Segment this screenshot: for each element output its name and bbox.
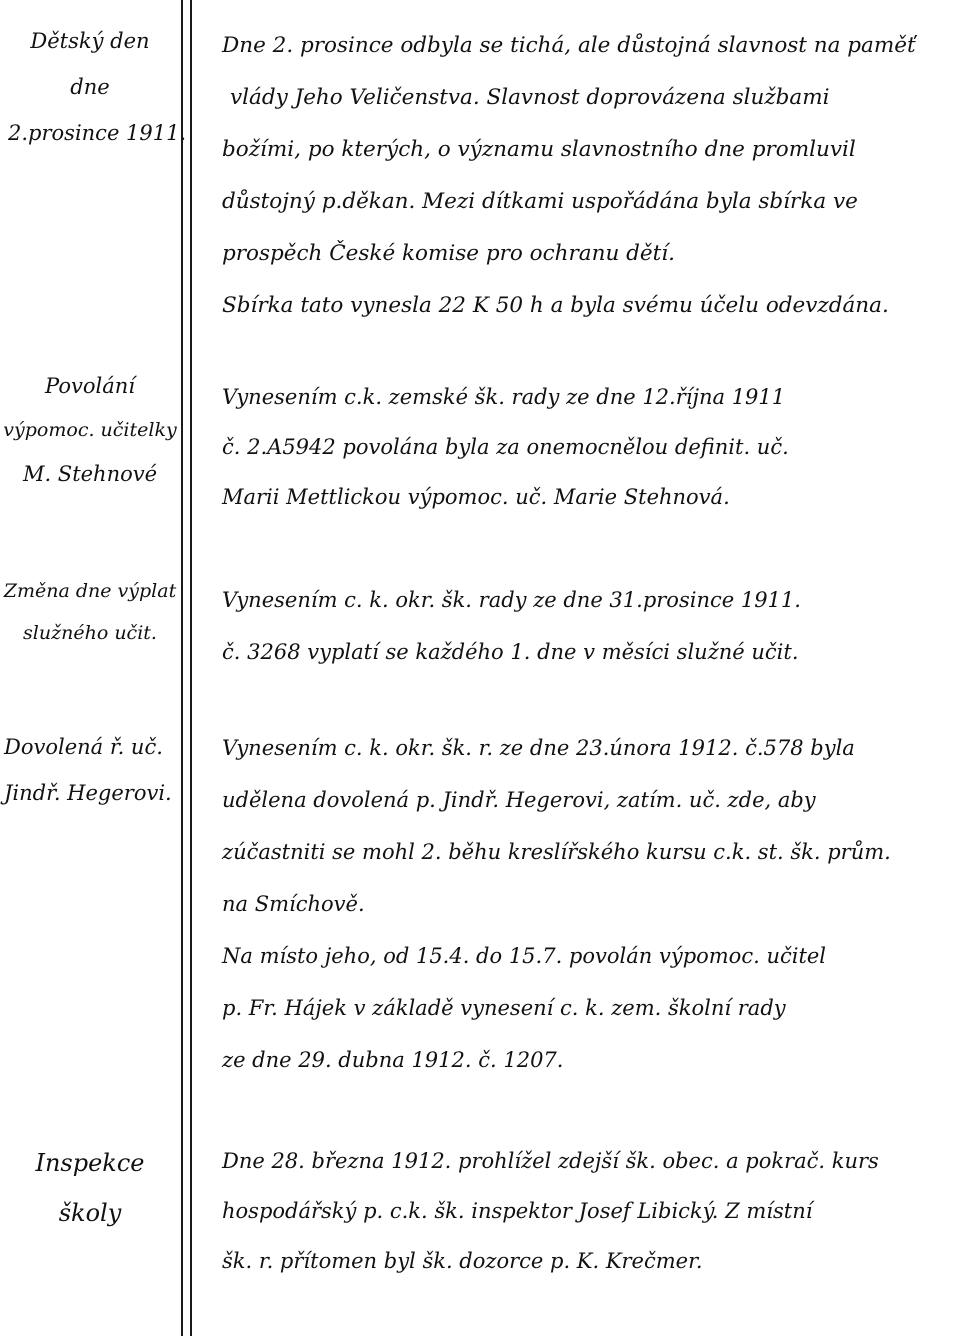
entry-line: p. Fr. Hájek v základě vynesení c. k. zem. školní rady [222,996,786,1020]
entry-line: hospodářský p. c.k. šk. inspektor Josef Libický. Z místní [222,1199,813,1223]
margin-note-school-inspection [0,1138,180,1238]
entry-school-inspection [222,1136,948,1286]
entry-line: šk. r. přítomen byl šk. dozorce p. K. Krečmer. [222,1249,703,1273]
margin-note-teacher-leave [0,724,184,816]
entry-line: udělena dovolená p. Jindř. Hegerovi, zatím. uč. zde, aby [222,788,816,812]
margin-note-line: Povolání [45,374,135,398]
margin-note-line: M. Stehnové [22,462,158,486]
entry-childrens-day [222,20,948,332]
entry-line: Marii Mettlickou výpomoc. uč. Marie Stehnová. [222,485,730,509]
margin-note-line: školy [58,1199,122,1227]
margin-note-line: Inspekce [35,1149,145,1177]
margin-rule-inner [181,0,183,1336]
entry-line: Vynesením c.k. zemské šk. rady ze dne 12.října 1911 [222,385,786,409]
entry-line: Vynesením c. k. okr. šk. rady ze dne 31.prosince 1911. [222,588,801,612]
entry-line: zúčastniti se mohl 2. běhu kreslířského kursu c.k. st. šk. prům. [222,840,891,864]
margin-note-line: dne [70,75,110,99]
margin-rule-outer [190,0,192,1336]
margin-note-line: výpomoc. učitelky [3,419,177,441]
margin-note-line: Změna dne výplat [3,580,177,602]
margin-note-line: Dovolená ř. uč. [4,735,163,759]
entry-line: č. 3268 vyplatí se každého 1. dne v měsíci služné učit. [222,640,799,664]
entry-line: prospěch České komise pro ochranu dětí. [222,241,675,266]
entry-teacher-leave [222,722,948,1086]
margin-note-line: Dětský den [30,29,150,53]
entry-line: Dne 2. prosince odbyla se tichá, ale důstojná slavnost na paměť [222,33,916,58]
entry-pay-day-change [222,574,948,678]
entry-line: božími, po kterých, o významu slavnostního dne promluvil [222,137,856,162]
entry-line: důstojný p.děkan. Mezi dítkami uspořádána byla sbírka ve [222,189,858,214]
entry-line: Sbírka tato vynesla 22 K 50 h a byla svému účelu odevzdána. [222,293,889,318]
entry-line: Dne 28. března 1912. prohlížel zdejší šk. obec. a pokrač. kurs [222,1149,879,1173]
margin-note-pay-day-change [0,570,180,654]
entry-line: Na místo jeho, od 15.4. do 15.7. povolán výpomoc. učitel [222,944,827,968]
margin-note-assistant-teacher [0,364,180,496]
entry-line: ze dne 29. dubna 1912. č. 1207. [222,1048,564,1072]
margin-note-line: 2.prosince 1911. [8,121,187,145]
entry-line: č. 2.A5942 povolána byla za onemocnělou definit. uč. [222,435,789,459]
entry-line: na Smíchově. [222,892,365,916]
entry-line: Vynesením c. k. okr. šk. r. ze dne 23.února 1912. č.578 byla [222,736,855,760]
entry-assistant-teacher [222,372,948,522]
margin-note-line: Jindř. Hegerovi. [4,781,172,805]
margin-note-line: služného učit. [23,622,157,644]
margin-note-childrens-day [0,18,187,156]
entry-line: vlády Jeho Veličenstva. Slavnost doprovázena službami [230,85,830,110]
